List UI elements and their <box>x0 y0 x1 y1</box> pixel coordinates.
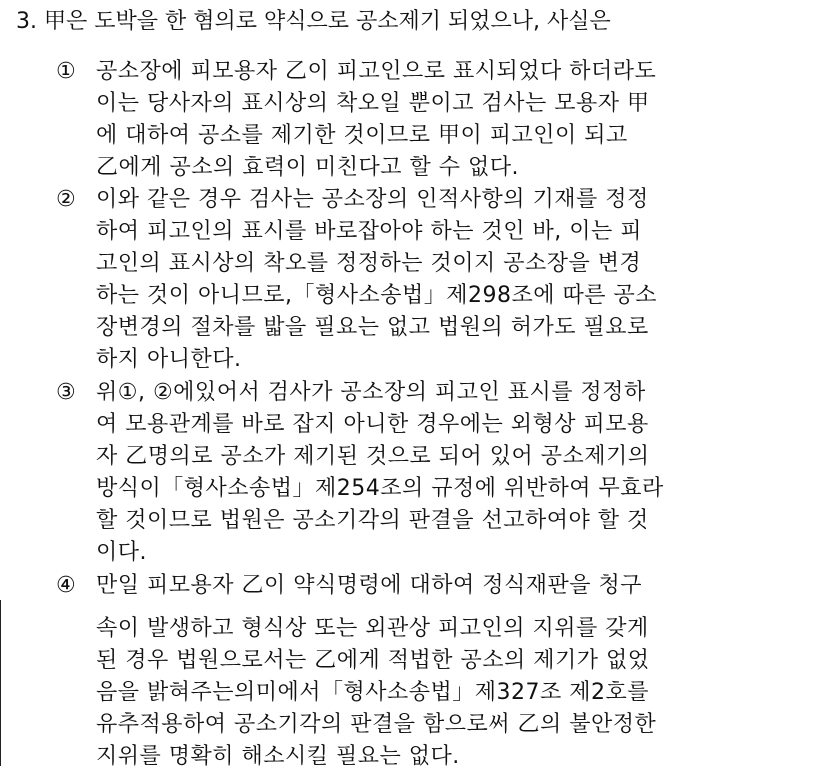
option-text <box>96 184 816 376</box>
option-line: 할 것이므로 법원은 공소기각의 판결을 선고하여야 할 것 <box>96 508 649 533</box>
option-line: 여 모용관계를 바로 잡지 아니한 경우에는 외형상 피모용 <box>96 412 649 437</box>
option-line: 이는 당사자의 표시상의 착오일 뿐이고 검사는 모용자 甲 <box>96 91 650 116</box>
continuation-line: 된 경우 법원으로서는 乙에게 적법한 공소의 제기가 없었 <box>96 648 650 673</box>
option-1 <box>56 56 816 184</box>
option-2 <box>56 184 816 376</box>
option-text <box>96 56 816 184</box>
option-line: 하여 피고인의 표시를 바로잡아야 하는 것인 바, 이는 피 <box>96 219 642 244</box>
option-line: 방식이「형사소송법」제254조의 규정에 위반하여 무효라 <box>96 476 664 501</box>
option-line: 만일 피모용자 乙이 약식명령에 대하여 정식재판을 청구 <box>96 573 643 598</box>
option-line: 乙에게 공소의 효력이 미친다고 할 수 없다. <box>96 155 519 180</box>
option-line: 위①, ②에있어서 검사가 공소장의 피고인 표시를 정정하 <box>96 380 646 405</box>
option-line: 이와 같은 경우 검사는 공소장의 인적사항의 기재를 정정 <box>96 187 649 212</box>
option-line: 고인의 표시상의 착오를 정정하는 것이지 공소장을 변경 <box>96 251 642 276</box>
option-text <box>96 570 816 602</box>
option-marker: ② <box>56 187 76 212</box>
continuation-line: 음을 밝혀주는의미에서「형사소송법」제327조 제2호를 <box>96 680 650 705</box>
option-4 <box>56 570 816 602</box>
option-line: 장변경의 절차를 밟을 필요는 없고 법원의 허가도 필요로 <box>96 315 649 340</box>
option-line: 에 대하여 공소를 제기한 것이므로 甲이 피고인이 되고 <box>96 123 628 148</box>
option-marker: ③ <box>56 380 76 405</box>
option-marker: ④ <box>56 573 76 598</box>
question-stem: 3. 甲은 도박을 한 혐의로 약식으로 공소제기 되었으나, 사실은 <box>16 9 611 34</box>
option-line: 공소장에 피모용자 乙이 피고인으로 표시되었다 하더라도 <box>96 59 657 84</box>
continuation-line: 지위를 명확히 해소시킬 필요는 없다. <box>96 744 460 769</box>
option-line: 자 乙명의로 공소가 제기된 것으로 되어 있어 공소제기의 <box>96 444 650 469</box>
option-4-continuation <box>96 613 816 773</box>
continuation-line: 유추적용하여 공소기각의 판결을 함으로써 乙의 불안정한 <box>96 712 657 737</box>
option-line: 하는 것이 아니므로,「형사소송법」제298조에 따른 공소 <box>96 283 657 308</box>
option-line: 이다. <box>96 540 147 565</box>
continuation-line: 속이 발생하고 형식상 또는 외관상 피고인의 지위를 갖게 <box>96 616 649 641</box>
margin-rule <box>0 600 1 766</box>
option-text <box>96 377 816 569</box>
option-3 <box>56 377 816 569</box>
option-line: 하지 아니한다. <box>96 347 242 372</box>
option-marker: ① <box>56 59 76 84</box>
